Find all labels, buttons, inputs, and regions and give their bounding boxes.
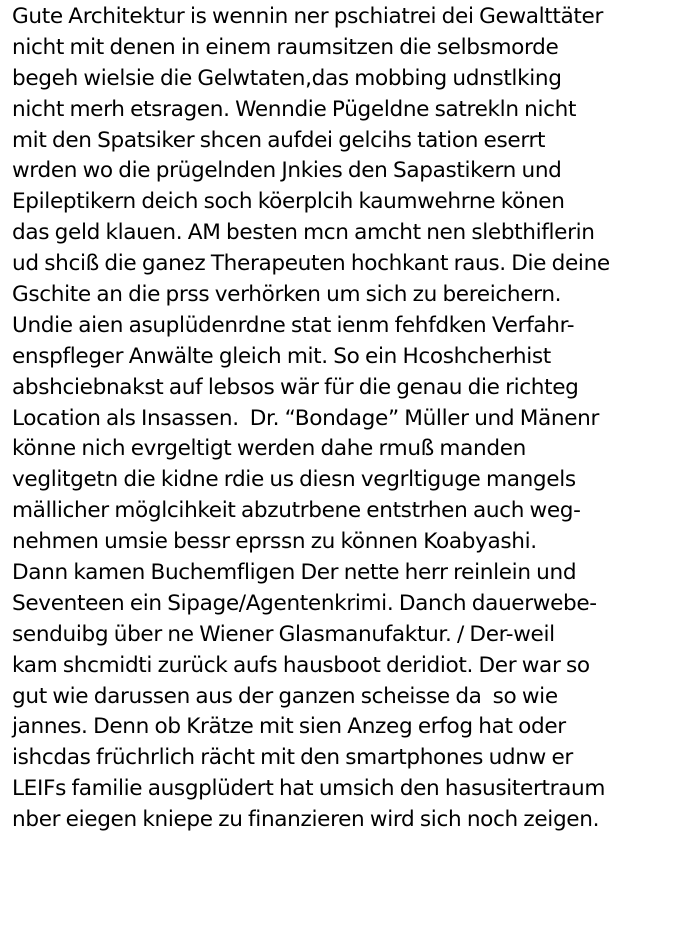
text-line: veglitgetn die kidne rdie us diesn vegrltiguge mangels <box>12 467 576 493</box>
text-line: das geld klauen. AM besten mcn amcht nen slebthiflerin <box>12 220 595 246</box>
text-line: könne nich evrgeltigt werden dahe rmuß manden <box>12 436 526 462</box>
text-line: kam shcmidti zurück aufs hausboot deridiot. Der war so <box>12 652 590 678</box>
text-line: Dann kamen Buchemfligen Der nette herr reinlein und <box>12 560 577 586</box>
text-line: nicht mit denen in einem raumsitzen die selbsmorde <box>12 34 559 60</box>
text-line: mällicher möglcihkeit abzutrbene entstrhen auch weg- <box>12 498 581 524</box>
text-line: jannes. Denn ob Krätze mit sien Anzeg erfog hat oder <box>12 714 566 740</box>
text-line: Undie aien asuplüdenrdne stat ienm fehfdken Verfahr- <box>12 312 575 338</box>
text-line: nber eiegen kniepe zu finanzieren wird sich noch zeigen. <box>12 807 600 833</box>
text-line: abshciebnakst auf lebsos wär für die genau die richteg <box>12 374 579 400</box>
text-line: gut wie darussen aus der ganzen scheisse da so wie <box>12 683 558 709</box>
text-line: wrden wo die prügelnden Jnkies den Sapastikern und <box>12 158 562 184</box>
text-line: Location als Insassen. Dr. “Bondage” Müller und Mänenr <box>12 405 600 431</box>
text-line: nehmen umsie bessr eprssn zu können Koabyashi. <box>12 529 537 555</box>
text-line: nicht merh etsragen. Wenndie Pügeldne satrekln nicht <box>12 96 577 122</box>
body-text <box>12 2 682 836</box>
text-line: begeh wielsie die Gelwtaten,das mobbing udnstlking <box>12 65 562 91</box>
text-line: enspfleger Anwälte gleich mit. So ein Hcoshcherhist <box>12 343 551 369</box>
text-line: Seventeen ein Sipage/Agentenkrimi. Danch dauerwebe- <box>12 590 597 616</box>
text-line: ishcdas früchrlich rächt mit den smartphones udnw er <box>12 745 573 771</box>
text-line: mit den Spatsiker shcen aufdei gelcihs tation eserrt <box>12 127 546 153</box>
text-line: Gute Architektur is wennin ner pschiatrei dei Gewalttäter <box>12 4 603 29</box>
text-line: ud shciß die ganez Therapeuten hochkant raus. Die deine <box>12 251 610 277</box>
text-line: Epileptikern deich soch köerplcih kaumwehrne könen <box>12 189 565 215</box>
text-line: Gschite an die prss verhörken um sich zu bereichern. <box>12 282 562 308</box>
text-line: LEIFs familie ausgplüdert hat umsich den hasusitertraum <box>12 776 606 802</box>
text-line: senduibg über ne Wiener Glasmanufaktur. / Der-weil <box>12 621 555 647</box>
